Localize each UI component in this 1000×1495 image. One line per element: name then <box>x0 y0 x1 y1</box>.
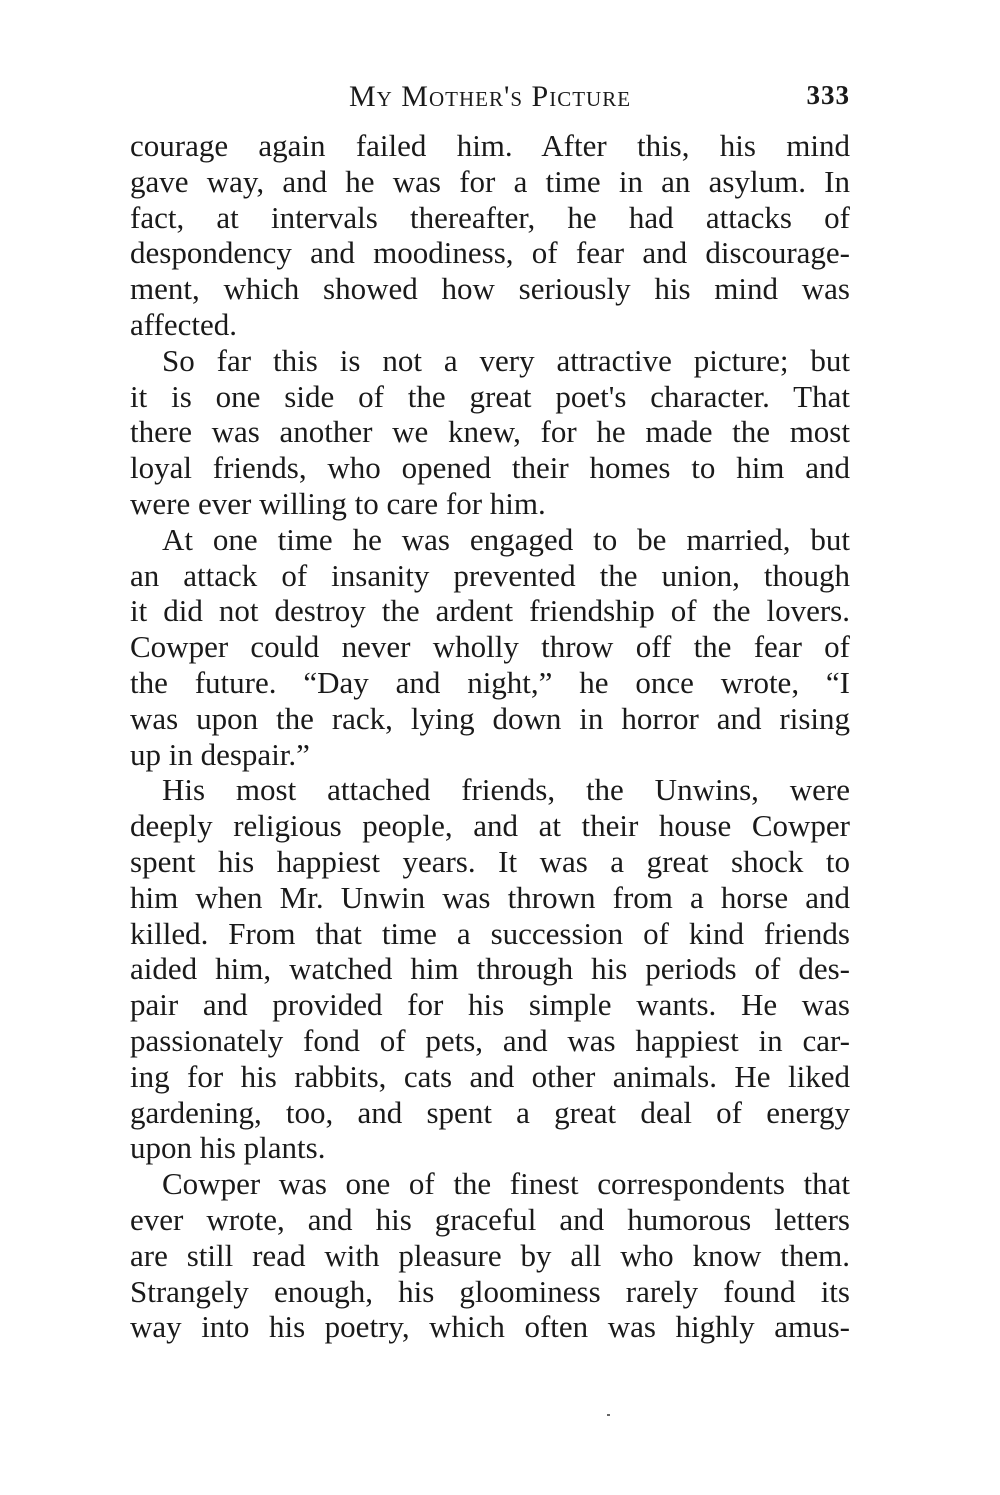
paragraph-5 <box>130 1166 850 1345</box>
paragraph-3 <box>130 522 850 773</box>
text-line: ever wrote, and his graceful and humorous letters <box>130 1201 850 1237</box>
text-line: an attack of insanity prevented the union, though <box>130 557 850 593</box>
text-line: gave way, and he was for a time in an asylum. In <box>130 163 850 199</box>
text-line: way into his poetry, which often was highly amus- <box>130 1309 850 1345</box>
text-line: So far this is not a very attractive picture; but <box>162 342 850 378</box>
text-line: courage again failed him. After this, his mind <box>130 128 850 163</box>
paragraph-2 <box>130 343 850 522</box>
text-line: At one time he was engaged to be married, but <box>162 521 850 557</box>
page-number: 333 <box>806 80 850 110</box>
paragraph-4 <box>130 772 850 1166</box>
text-line: Cowper was one of the finest correspondents that <box>162 1166 850 1202</box>
text-line: gardening, too, and spent a great deal of energy <box>130 1094 850 1130</box>
print-speck <box>607 1414 610 1416</box>
text-line: Strangely enough, his gloominess rarely found its <box>130 1273 850 1309</box>
text-line: was upon the rack, lying down in horror and rising <box>130 700 850 736</box>
text-line: him when Mr. Unwin was thrown from a horse and <box>130 879 850 915</box>
text-line: passionately fond of pets, and was happiest in car- <box>130 1022 850 1058</box>
text-line: are still read with pleasure by all who know them. <box>130 1237 850 1273</box>
text-line: loyal friends, who opened their homes to him and <box>130 450 850 486</box>
text-line: pair and provided for his simple wants. He was <box>130 987 850 1023</box>
text-line: Cowper could never wholly throw off the fear of <box>130 629 850 665</box>
text-line: it did not destroy the ardent friendship of the lovers. <box>130 593 850 629</box>
text-line: His most attached friends, the Unwins, were <box>162 772 850 808</box>
book-page <box>130 80 850 1345</box>
running-title: My Mother's Picture <box>348 80 632 113</box>
text-line: spent his happiest years. It was a great shock to <box>130 843 850 879</box>
text-line: ment, which showed how seriously his mind was <box>130 271 850 307</box>
text-line: there was another we knew, for he made the most <box>130 414 850 450</box>
text-line: deeply religious people, and at their house Cowper <box>130 808 850 844</box>
text-line: affected. <box>130 306 237 342</box>
text-line: killed. From that time a succession of kind friends <box>130 915 850 951</box>
text-line: up in despair.” <box>130 736 310 772</box>
running-head <box>130 80 850 120</box>
text-line: despondency and moodiness, of fear and discourage- <box>130 235 850 271</box>
text-line: aided him, watched him through his periods of des- <box>130 951 850 987</box>
text-line: the future. “Day and night,” he once wrote, “I <box>130 664 850 700</box>
text-line: ing for his rabbits, cats and other animals. He liked <box>130 1058 850 1094</box>
text-line: fact, at intervals thereafter, he had attacks of <box>130 199 850 235</box>
text-line: upon his plants. <box>130 1130 326 1166</box>
text-line: it is one side of the great poet's character. That <box>130 378 850 414</box>
paragraph-1 <box>130 128 850 343</box>
text-line: were ever willing to care for him. <box>130 485 546 521</box>
